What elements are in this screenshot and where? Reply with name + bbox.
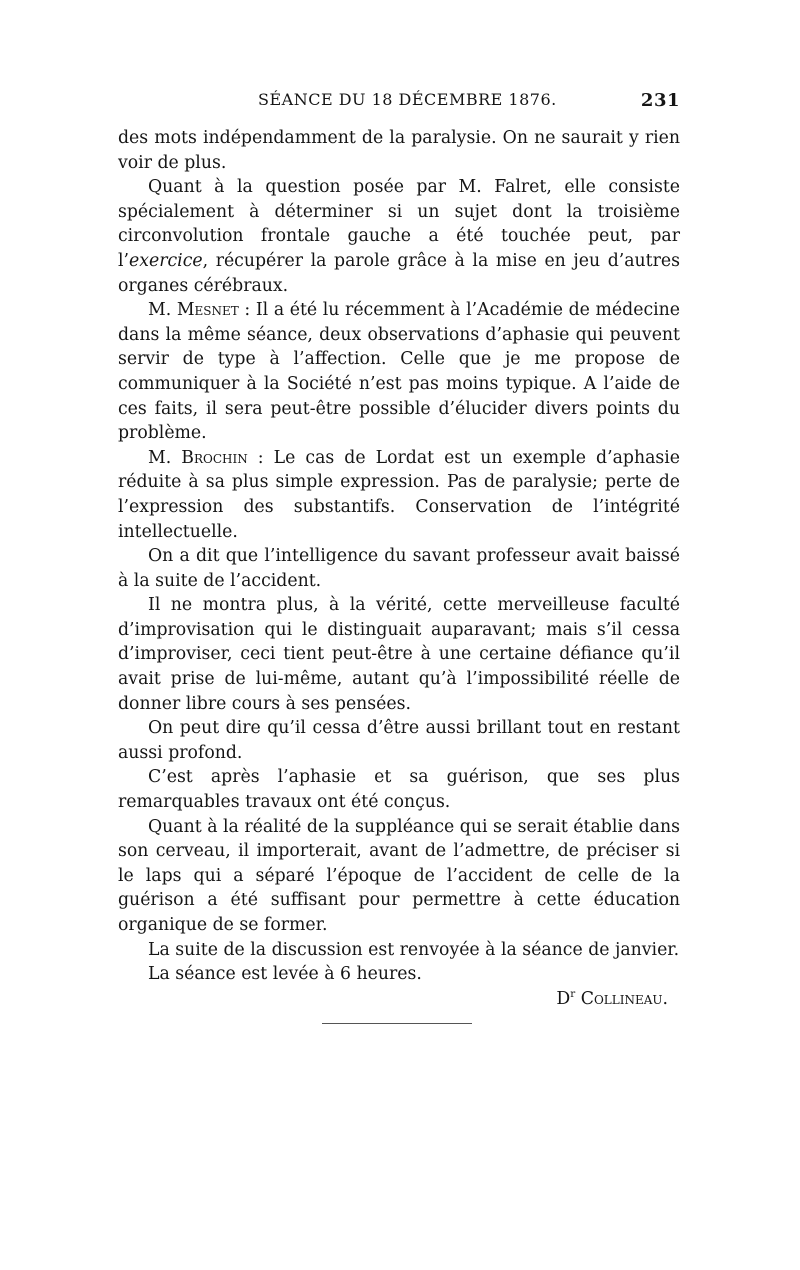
- paragraph-2: [118, 175, 680, 298]
- signature-prefix: D: [556, 988, 571, 1009]
- paragraph-6: Il ne montra plus, à la vérité, cette merveilleuse faculté d’improvisation qui le distinguait auparavant; mais s’il cessa d’improviser, ceci tient peut-être à une certaine défiance qu’il avait prise de lui-même, autant qu’à l’impossibilité réelle de donner libre cours à ses pensées.: [118, 595, 680, 714]
- paragraph-1: des mots indépendamment de la paralysie. On ne saurait y rien voir de plus.: [118, 128, 680, 173]
- paragraph-5: On a dit que l’intelligence du savant professeur avait baissé à la suite de l’accident.: [118, 546, 680, 591]
- speaker-brochin: M. Brochin: [148, 447, 248, 468]
- paragraph-7: On peut dire qu’il cessa d’être aussi brillant tout en restant aussi profond.: [118, 718, 680, 763]
- paragraph-brochin: [118, 446, 680, 544]
- signature-name: Collineau.: [575, 988, 668, 1009]
- paragraph-11: La séance est levée à 6 heures.: [148, 964, 422, 985]
- running-head: [118, 90, 680, 114]
- running-title: SÉANCE DU 18 DÉCEMBRE 1876.: [258, 90, 557, 109]
- paragraph-9: Quant à la réalité de la suppléance qui se serait établie dans son cerveau, il importerait, avant de l’admettre, de préciser si le laps qui a séparé l’époque de l’accident de celle de la guérison a été suffisant pour permettre à cette éducation organique de se former.: [118, 816, 680, 935]
- paragraph-2-part-b: , récupérer la parole grâce à la mise en jeu d’autres organes cérébraux.: [118, 250, 680, 296]
- signature-superscript: r: [570, 988, 576, 1001]
- body-text: [118, 126, 680, 1011]
- speaker-mesnet: M. Mesnet: [148, 300, 239, 321]
- page-number: 231: [640, 90, 680, 111]
- paragraph-mesnet-text: : Il a été lu récemment à l’Académie de médecine dans la même séance, deux observations d’aphasie qui peuvent servir de type à l’affection. Celle que je me propose de communiquer à la Société n’est pas moins typique. A l’aide de ces faits, il sera peut-être possible d’élucider divers points du problème.: [118, 300, 681, 444]
- paragraph-8: C’est après l’aphasie et sa guérison, que ses plus remarquables travaux ont été conçus.: [118, 767, 680, 813]
- end-rule: [322, 1023, 472, 1024]
- paragraph-10: La suite de la discussion est renvoyée à la séance de janvier.: [148, 939, 680, 960]
- paragraph-2-part-a: Quant à la question posée par M. Falret, elle consiste spécialement à déterminer si un sujet dont la troisième circonvolution frontale gauche a été touchée peut, par l’: [118, 177, 680, 271]
- emphasis-exercice: exercice: [129, 250, 203, 271]
- paragraph-mesnet: [118, 298, 680, 446]
- paragraph-brochin-text: : Le cas de Lordat est un exemple d’aphasie réduite à sa plus simple expression. Pas de paralysie; perte de l’expression des substantifs. Conservation de l’intégrité intellectuelle.: [118, 447, 680, 542]
- signature: [118, 987, 680, 1012]
